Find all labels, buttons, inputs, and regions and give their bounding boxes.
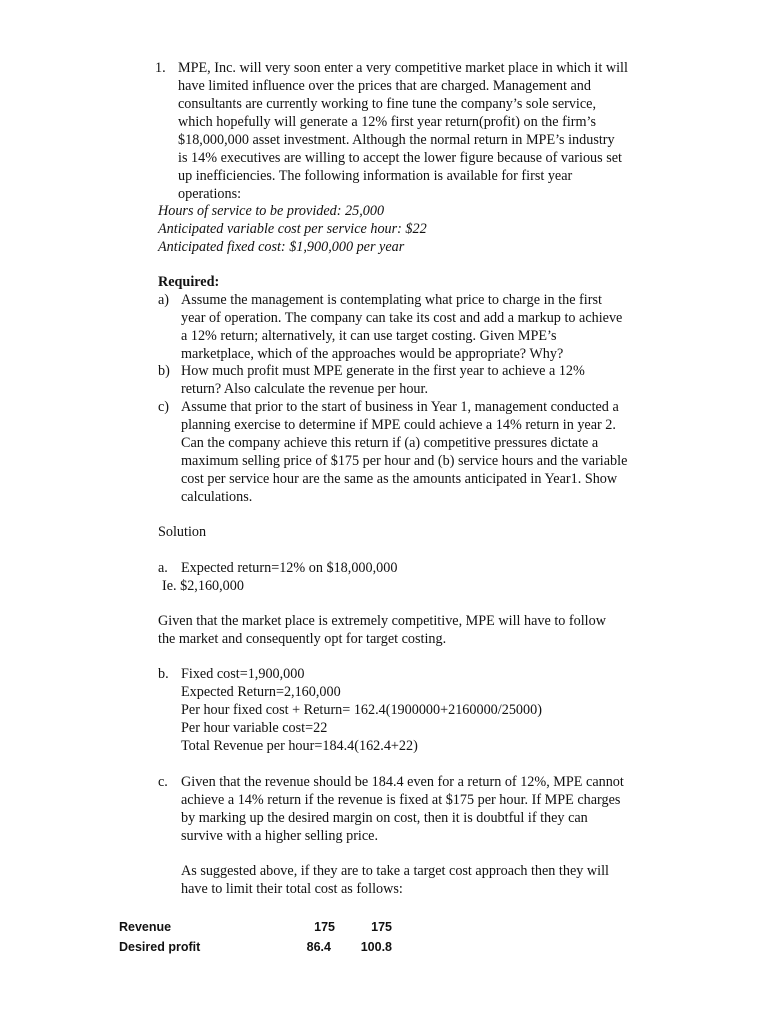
required-c-line-6: calculations. [181, 489, 253, 505]
required-b-line-2: return? Also calculate the revenue per hour. [181, 381, 428, 397]
solution-c-para2-line-1: As suggested above, if they are to take a target cost approach then they will [181, 863, 609, 879]
required-c-line-5: cost per service hour are the same as the amounts anticipated in Year1. Show [181, 471, 618, 487]
required-a-marker: a) [158, 292, 170, 308]
given-variable-cost: Anticipated variable cost per service hour: $22 [158, 221, 427, 237]
required-c-marker: c) [158, 399, 170, 415]
q1-line-5: $18,000,000 asset investment. Although the normal return in MPE’s industry [178, 132, 615, 148]
solution-b-line-4: Per hour variable cost=22 [181, 720, 328, 736]
table-row-profit-v1: 86.4 [306, 940, 331, 954]
required-a-line-2: year of operation. The company can take its cost and add a markup to achieve [181, 310, 623, 326]
required-c-line-3: Can the company achieve this return if (a) competitive pressures dictate a [181, 435, 599, 451]
solution-c-marker: c. [158, 774, 168, 790]
solution-c-para2-line-2: have to limit their total cost as follows: [181, 881, 403, 897]
q1-line-6: is 14% executives are willing to accept the lower figure because of various set [178, 150, 622, 166]
solution-b-line-3: Per hour fixed cost + Return= 162.4(1900000+2160000/25000) [181, 702, 542, 718]
required-c-line-4: maximum selling price of $175 per hour and (b) service hours and the variable [181, 453, 628, 469]
required-b-marker: b) [158, 363, 170, 379]
q1-marker: 1. [155, 60, 166, 76]
solution-a-marker: a. [158, 560, 168, 576]
required-a-line-1: Assume the management is contemplating what price to charge in the first [181, 292, 602, 308]
solution-b-line-5: Total Revenue per hour=184.4(162.4+22) [181, 738, 418, 754]
q1-line-7: up inefficiencies. The following information is available for first year [178, 168, 573, 184]
solution-c-line-3: by marking up the desired margin on cost, then it is doubtful if they can [181, 810, 588, 826]
required-heading: Required: [158, 274, 220, 290]
required-b-line-1: How much profit must MPE generate in the first year to achieve a 12% [181, 363, 585, 379]
solution-heading: Solution [158, 524, 207, 540]
given-hours: Hours of service to be provided: 25,000 [158, 203, 385, 219]
required-a-line-3: a 12% return; alternatively, it can use target costing. Given MPE’s [181, 328, 557, 344]
table-row-revenue-v2: 175 [371, 920, 392, 934]
solution-a-para-2: the market and consequently opt for target costing. [158, 631, 447, 647]
table-row-revenue-v1: 175 [314, 920, 335, 934]
q1-line-2: have limited influence over the prices that are charged. Management and [178, 78, 591, 94]
solution-a-para-1: Given that the market place is extremely competitive, MPE will have to follow [158, 613, 606, 629]
solution-c-line-2: achieve a 14% return if the revenue is fixed at $175 per hour. If MPE charges [181, 792, 621, 808]
q1-line-3: consultants are currently working to fine tune the company’s sole service, [178, 96, 597, 112]
solution-b-line-1: Fixed cost=1,900,000 [181, 666, 305, 682]
required-c-line-1: Assume that prior to the start of business in Year 1, management conducted a [181, 399, 619, 415]
solution-c-line-1: Given that the revenue should be 184.4 even for a return of 12%, MPE cannot [181, 774, 624, 790]
solution-a-line-2: Ie. $2,160,000 [162, 578, 244, 594]
q1-line-1: MPE, Inc. will very soon enter a very competitive market place in which it will [178, 60, 628, 76]
solution-b-line-2: Expected Return=2,160,000 [181, 684, 341, 700]
table-row-revenue-label: Revenue [119, 920, 172, 934]
given-fixed-cost: Anticipated fixed cost: $1,900,000 per year [158, 239, 405, 255]
q1-line-4: which hopefully will generate a 12% first year return(profit) on the firm’s [178, 114, 596, 130]
table-row-profit-label: Desired profit [119, 940, 201, 954]
required-c-line-2: planning exercise to determine if MPE could achieve a 14% return in year 2. [181, 417, 616, 433]
required-a-line-4: marketplace, which of the approaches would be appropriate? Why? [181, 346, 564, 362]
solution-b-marker: b. [158, 666, 169, 682]
table-row-profit-v2: 100.8 [360, 940, 392, 954]
solution-a-line-1: Expected return=12% on $18,000,000 [181, 560, 398, 576]
q1-line-8: operations: [178, 186, 242, 202]
solution-c-line-4: survive with a higher selling price. [181, 828, 378, 844]
